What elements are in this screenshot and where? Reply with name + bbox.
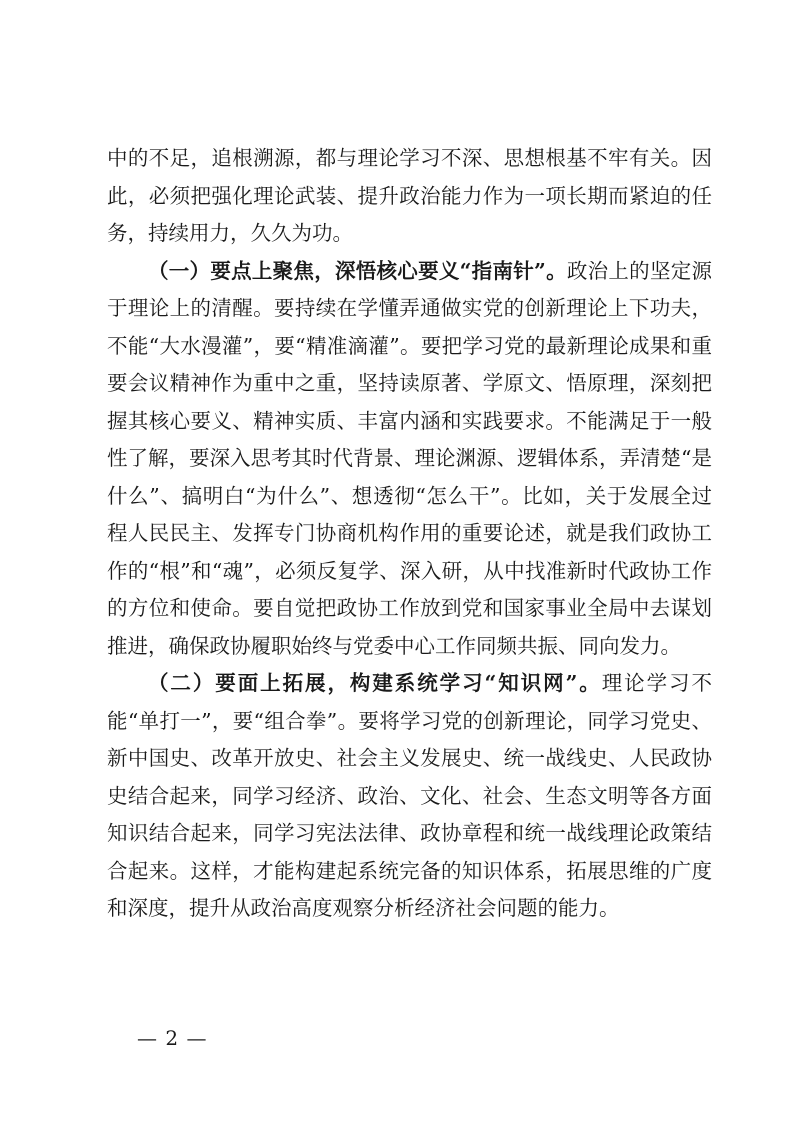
paragraph-section-two (107, 665, 712, 928)
paragraph-text: 理论学习不能“单打一”，要“组合拳”。要将学习党的创新理论，同学习党史、新中国史、改革开放史、社会主义发展史、统一战线史、人民政协史结合起来，同学习经济、政治、文化、社会、生态文明等各方面知识结合起来，同学习宪法法律、政协章程和统一战线理论政策结合起来。这样，才能构建起系统完备的知识体系，拓展思维的广度和深度，提升从政治高度观察分析经济社会问题的能力。 (107, 671, 712, 920)
paragraph-continuation (107, 140, 712, 253)
section-heading-one: （一）要点上聚焦，深悟核心要义“指南针”。 (148, 258, 567, 283)
paragraph-section-one (107, 253, 712, 666)
section-heading-two: （二）要面上拓展，构建系统学习“知识网”。 (148, 671, 602, 695)
paragraph-text: 政治上的坚定源于理论上的清醒。要持续在学懂弄通做实党的创新理论上下功夫，不能“大水漫灌”，要“精准滴灌”。要把学习党的最新理论成果和重要会议精神作为重中之重，坚持读原著、学原文、悟原理，深刻把握其核心要义、精神实质、丰富内涵和实践要求。不能满足于一般性了解，要深入思考其时代背景、理论渊源、逻辑体系，弄清楚“是什么”、搞明白“为什么”、想透彻“怎么干”。比如，关于发展全过程人民民主、发挥专门协商机构作用的重要论述，就是我们政协工作的“根”和“魂”，必须反复学、深入研，从中找准新时代政协工作的方位和使命。要自觉把政协工作放到党和国家事业全局中去谋划推进，确保政协履职始终与党委中心工作同频共振、同向发力。 (107, 258, 712, 658)
document-body (107, 140, 712, 928)
page-number: — 2 — (137, 1026, 208, 1050)
paragraph-text: 中的不足，追根溯源，都与理论学习不深、思想根基不牢有关。因此，必须把强化理论武装、提升政治能力作为一项长期而紧迫的任务，持续用力，久久为功。 (107, 146, 712, 245)
